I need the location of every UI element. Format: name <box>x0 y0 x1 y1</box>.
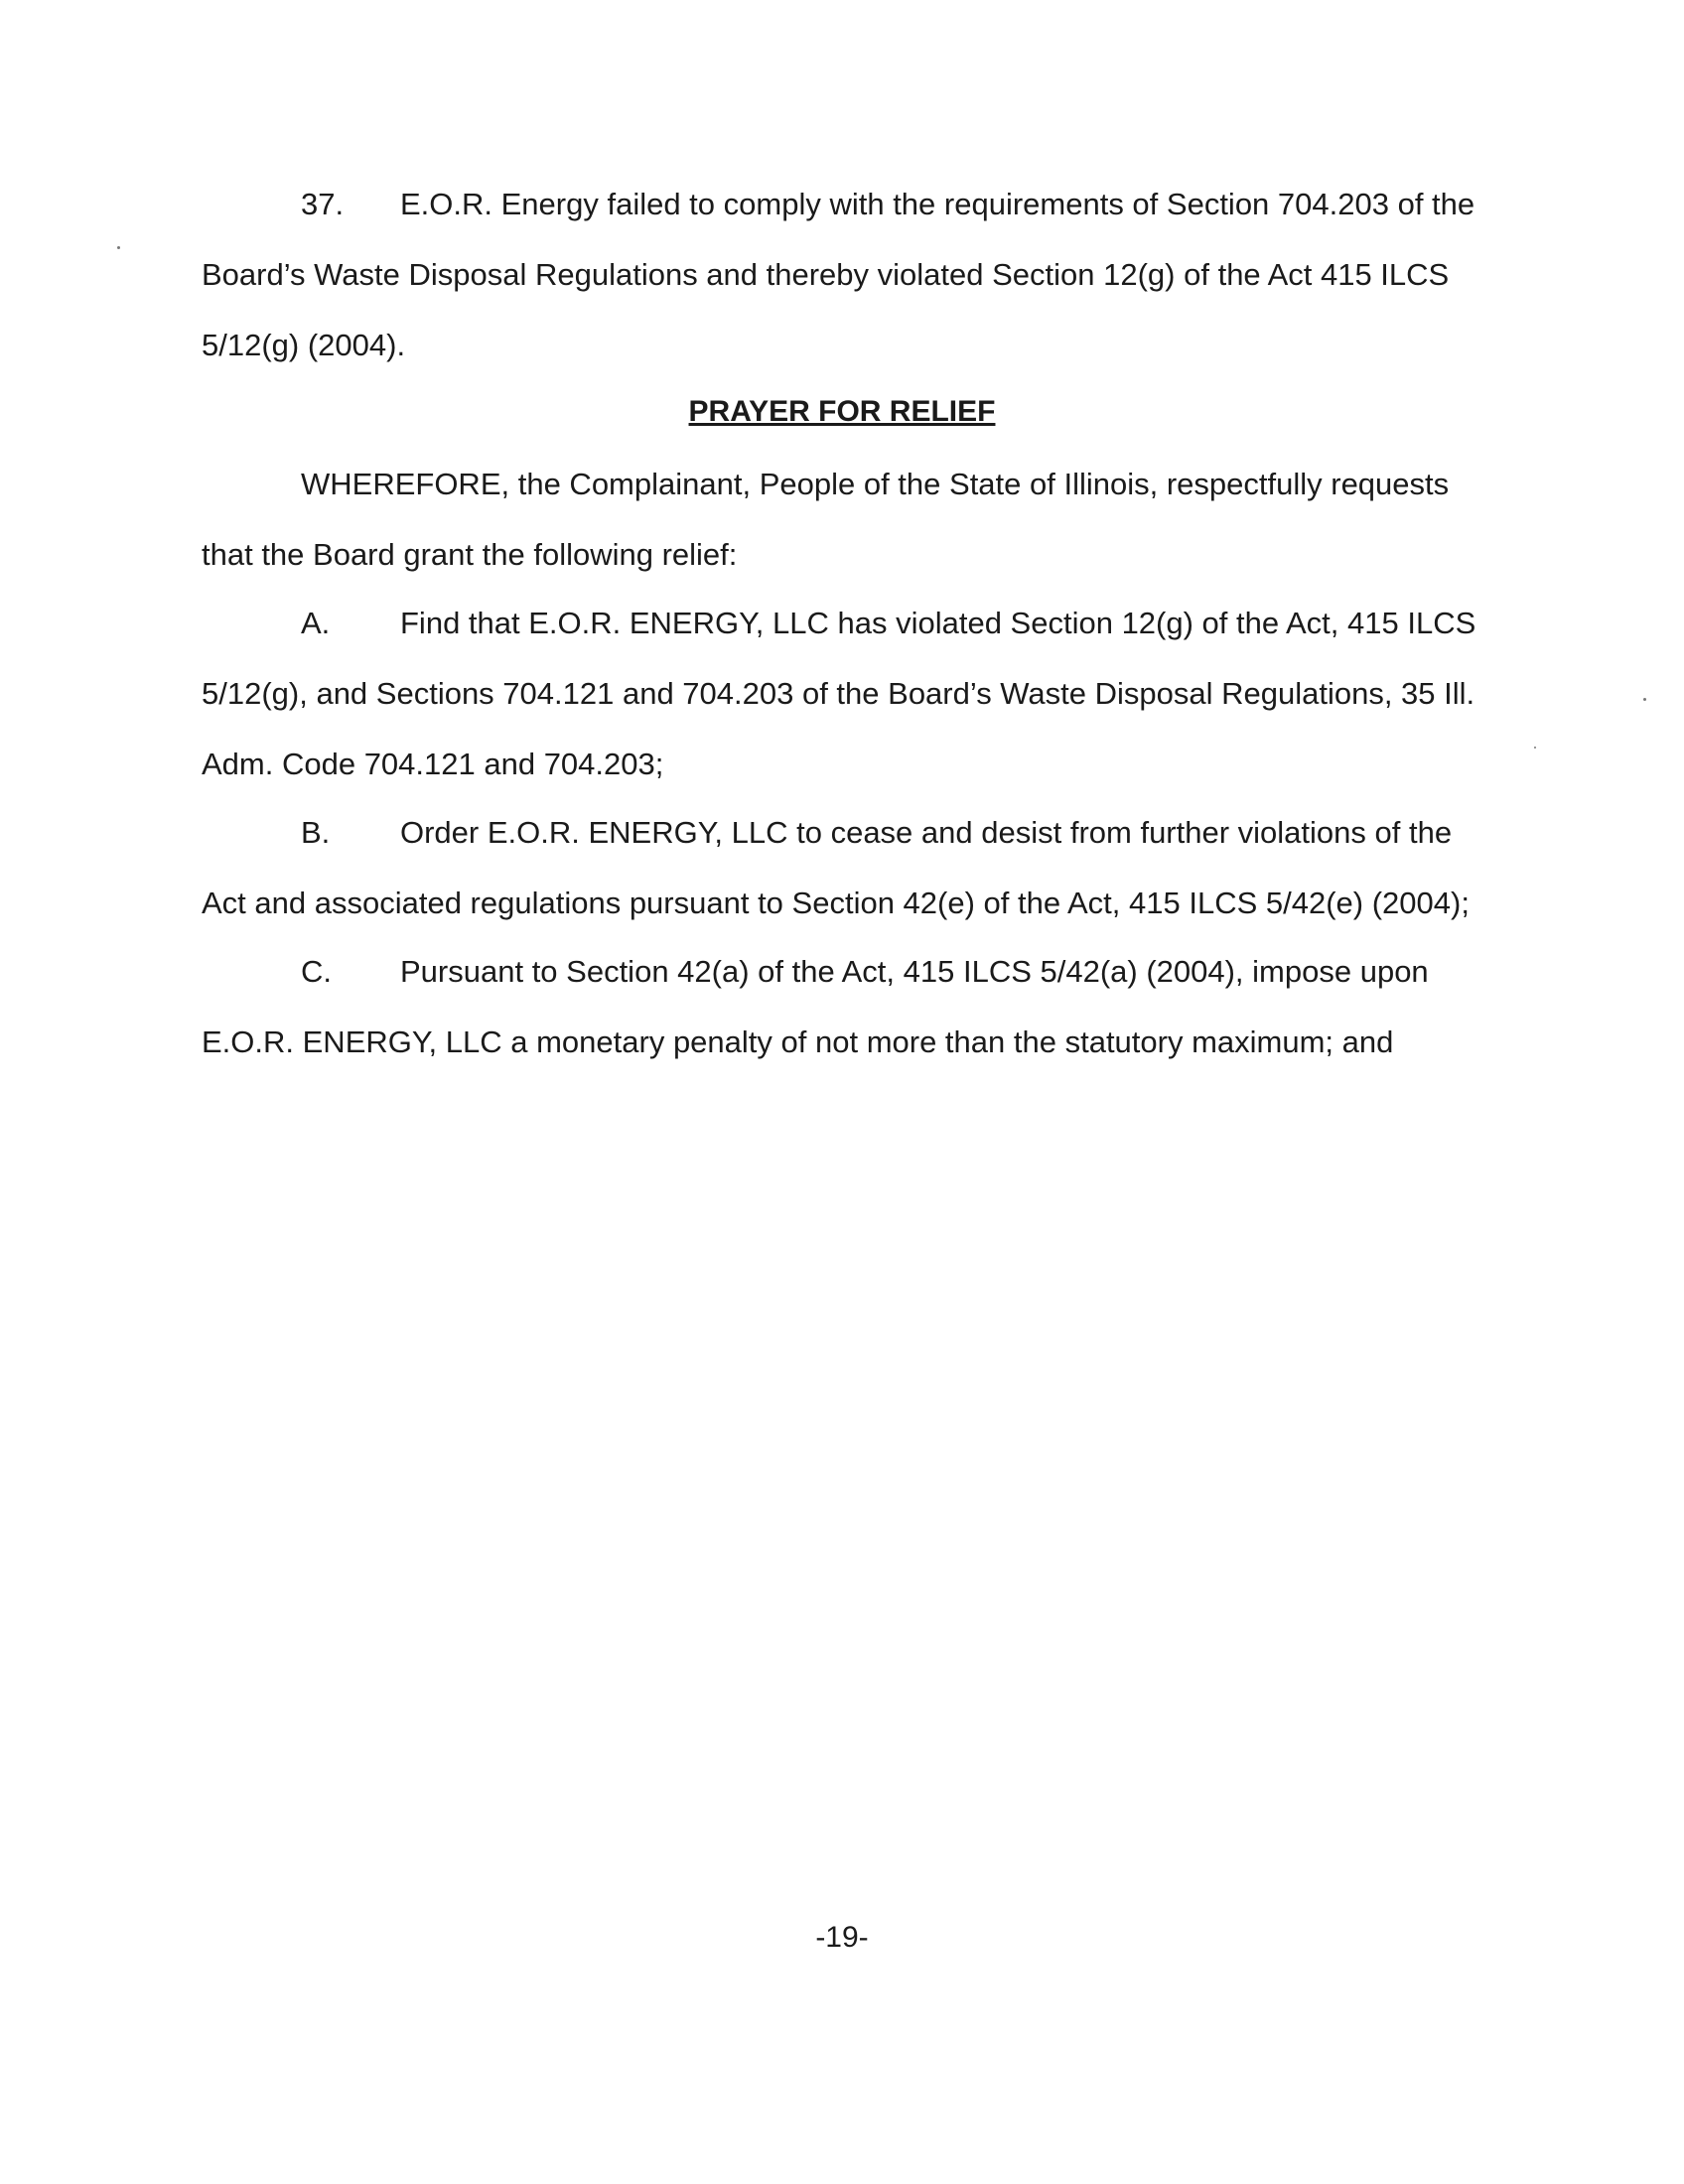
relief-text: Pursuant to Section 42(a) of the Act, 415 ILCS 5/42(a) (2004), impose upon E.O.R. ENERGY, LLC a monetary penalty of not more than the statutory maximum; and <box>202 954 1429 1059</box>
wherefore-paragraph <box>202 449 1482 590</box>
relief-item-c <box>202 936 1482 1077</box>
relief-label: A. <box>301 606 331 640</box>
paragraph-37 <box>202 169 1482 380</box>
scan-speck <box>1643 698 1646 701</box>
paragraph-number: 37. <box>301 187 345 221</box>
page-number: -19- <box>815 1921 869 1954</box>
paragraph-text: E.O.R. Energy failed to comply with the requirements of Section 704.203 of the Board’s Waste Disposal Regulations and thereby violated Section 12(g) of the Act 415 ILCS 5/12(g) (2004). <box>202 187 1475 362</box>
relief-text: Order E.O.R. ENERGY, LLC to cease and desist from further violations of the Act and associated regulations pursuant to Section 42(e) of the Act, 415 ILCS 5/42(e) (2004); <box>202 815 1470 920</box>
scan-speck <box>1534 747 1536 749</box>
relief-item-a <box>202 588 1482 799</box>
wherefore-text: WHEREFORE, the Complainant, People of the State of Illinois, respectfully requests that the Board grant the following relief: <box>202 467 1450 572</box>
scan-speck <box>117 246 120 249</box>
relief-label: C. <box>301 954 332 989</box>
section-heading: PRAYER FOR RELIEF <box>688 395 996 428</box>
relief-label: B. <box>301 815 331 850</box>
relief-item-b <box>202 797 1482 938</box>
relief-text: Find that E.O.R. ENERGY, LLC has violated Section 12(g) of the Act, 415 ILCS 5/12(g), and Sections 704.121 and 704.203 of the Board’s Waste Disposal Regulations, 35 Ill. Adm. Code 704.121 and 704.203; <box>202 606 1476 781</box>
